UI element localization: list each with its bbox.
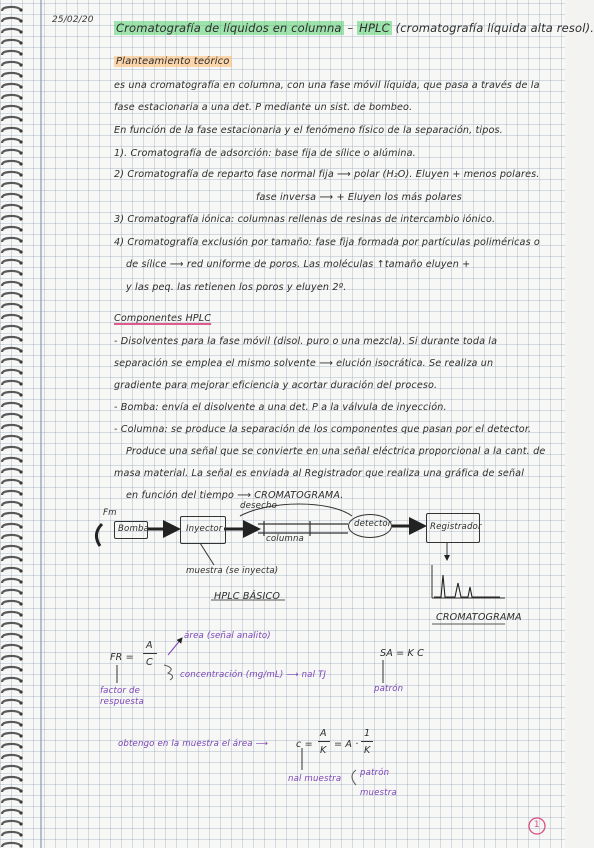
page-title: Cromatografía de líquidos en columna – HPLC (cromatografía líquida alta resol). — [116, 21, 594, 35]
text-line: Produce una señal que se convierte en una señal eléctrica proporcional a la cant. de — [126, 446, 546, 457]
detector-label: detector — [354, 519, 392, 529]
injector-label: Inyector — [186, 524, 223, 534]
type-item: 3) Cromatografía iónica: columnas rellenas de resinas de intercambio iónico. — [114, 214, 496, 225]
fraction-bar — [361, 741, 373, 742]
patron2-label: patrón — [360, 768, 390, 778]
text-line: masa material. La señal es enviada al Registrador que realiza una gráfica de señal — [114, 468, 525, 479]
concentration-note: concentración (mg/mL) ⟶ nal TJ — [180, 670, 327, 680]
pump-label: Bomba — [118, 524, 149, 534]
text-line: en función del tiempo ⟶ CROMATOGRAMA. — [126, 490, 344, 501]
eq-a: = A · — [334, 739, 359, 750]
text-line: - Columna: se produce la separación de los componentes que pasan por el detector. — [114, 424, 532, 435]
type-item: de sílice ⟶ red uniforme de poros. Las moléculas ↑tamaño eluyen + — [126, 259, 471, 270]
k-den: K — [364, 745, 371, 756]
page-number: 1 — [534, 820, 540, 830]
fm-label: Fm — [103, 508, 117, 518]
muestra2-label: muestra — [360, 788, 397, 798]
fr-formula-den: C — [146, 657, 153, 668]
fr-formula-num: A — [146, 640, 153, 651]
response-factor-note: factor de respuesta — [100, 686, 144, 707]
type-item: fase inversa ⟶ + Eluyen los más polares — [256, 192, 462, 203]
text-line: - Bomba: envía el disolvente a una det. P a la válvula de inyección. — [114, 402, 447, 413]
area-note: área (señal analito) — [184, 631, 271, 641]
column-label: columna — [266, 534, 304, 544]
text-line: gradiente para mejorar eficiencia y acortar duración del proceso. — [114, 380, 438, 391]
sample-label: muestra (se inyecta) — [186, 566, 279, 576]
nal-muestra: nal muestra — [288, 774, 342, 784]
text-line: fase estacionaria a una det. P mediante un sist. de bombeo. — [114, 102, 413, 113]
text-line: - Disolventes para la fase móvil (disol. puro o una mezcla). Si durante toda la — [114, 336, 498, 347]
recorder-label: Registrador — [430, 522, 482, 532]
page-date: 25/02/20 — [52, 15, 94, 25]
text-line: separación se emplea el mismo solvente ⟶ elución isocrática. Se realiza un — [114, 358, 494, 369]
type-item: 2) Cromatografía de reparto fase normal fija ⟶ polar (H₂O). Eluyen + menos polares. — [114, 169, 540, 180]
fr-formula-left: FR = — [110, 652, 134, 663]
obtain-area-line: obtengo en la muestra el área ⟶ — [118, 739, 269, 749]
diagram-caption: HPLC BÁSICO — [214, 591, 281, 602]
type-item: 4) Cromatografía exclusión por tamaño: fase fija formada por partículas poliméricas o — [114, 237, 540, 248]
c-eq: c = — [296, 739, 313, 750]
type-item: y las peq. las retienen los poros y eluyen 2º. — [126, 282, 347, 293]
c-den: K — [320, 745, 327, 756]
section-heading-components: Componentes HPLC — [114, 313, 212, 324]
chromatogram-caption: CROMATOGRAMA — [436, 612, 522, 623]
text-line: En función de la fase estacionaria y el fenómeno físico de la separación, tipos. — [114, 125, 503, 136]
sa-formula: SA = K C — [380, 648, 425, 659]
one: 1 — [364, 728, 371, 739]
fraction-bar — [143, 653, 157, 654]
c-num: A — [320, 728, 327, 739]
waste-label: desecho — [240, 501, 277, 511]
patron-label: patrón — [374, 684, 404, 694]
text-line: es una cromatografía en columna, con una fase móvil líquida, que pasa a través de la — [114, 80, 540, 91]
section-heading-theory: Planteamiento teórico — [116, 56, 230, 67]
fraction-bar — [318, 741, 330, 742]
type-item: 1). Cromatografía de adsorción: base fija de sílice o alúmina. — [114, 148, 416, 159]
